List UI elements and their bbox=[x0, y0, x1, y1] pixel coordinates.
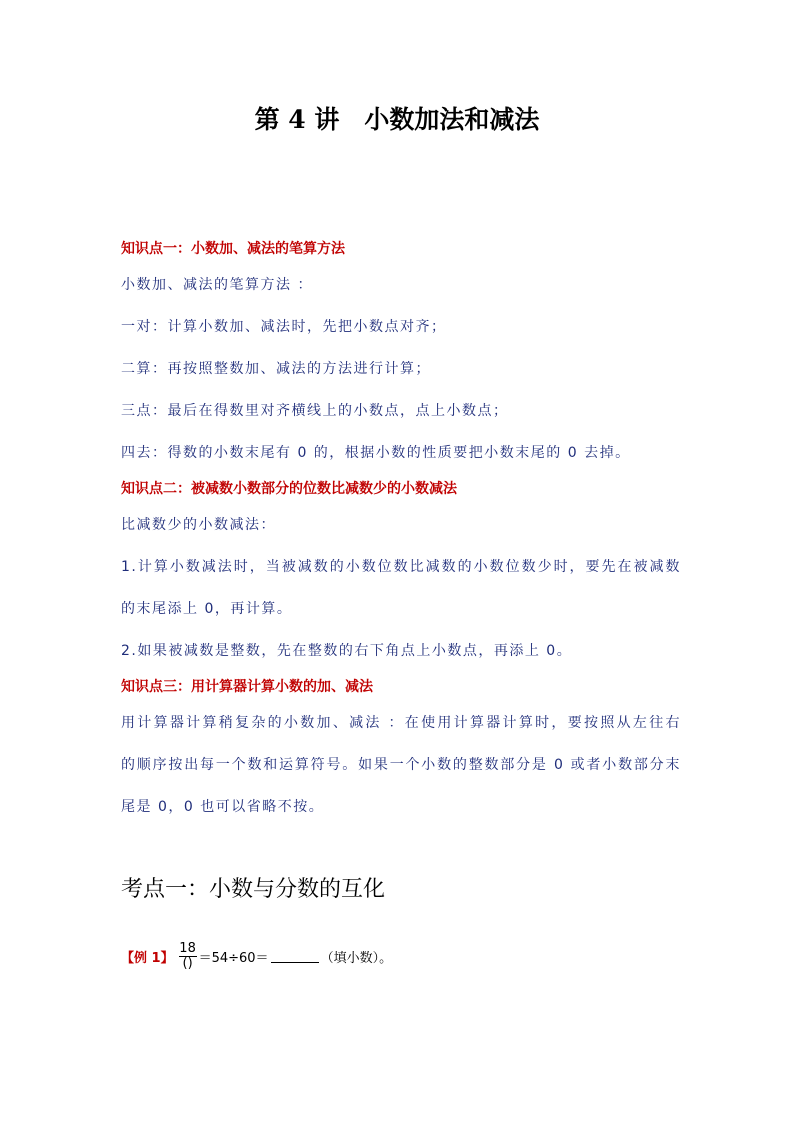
k1-line-2: 一对：计算小数加、减法时，先把小数点对齐； bbox=[121, 319, 447, 335]
fraction-numerator: 18 bbox=[179, 941, 196, 956]
k3-line-2: 的顺序按出每一个数和运算符号。如果一个小数的整数部分是 0 或者小数部分末 bbox=[121, 757, 681, 773]
knowledge-point-1-header: 知识点一：小数加、减法的笔算方法 bbox=[121, 241, 345, 257]
fraction bbox=[179, 942, 197, 971]
section-heading: 考点一：小数与分数的互化 bbox=[121, 877, 386, 902]
knowledge-point-3-header: 知识点三：用计算器计算小数的加、减法 bbox=[121, 679, 373, 695]
example-1 bbox=[121, 942, 392, 971]
example-label: 【例 1】 bbox=[121, 951, 174, 966]
fraction-denominator: () bbox=[182, 956, 193, 971]
answer-blank bbox=[271, 950, 319, 963]
knowledge-point-2-header: 知识点二：被减数小数部分的位数比减数少的小数减法 bbox=[121, 481, 457, 497]
k2-line-4: 2.如果被减数是整数，先在整数的右下角点上小数点，再添上 0。 bbox=[121, 643, 573, 659]
k3-line-3: 尾是 0，0 也可以省略不按。 bbox=[121, 799, 325, 815]
k3-line-1: 用计算器计算稍复杂的小数加、减法 ：在使用计算器计算时，要按照从左往右 bbox=[121, 715, 681, 731]
k1-line-5: 四去：得数的小数末尾有 0 的，根据小数的性质要把小数末尾的 0 去掉。 bbox=[121, 445, 631, 461]
example-expression: ＝54÷60＝ bbox=[198, 951, 269, 966]
k2-line-2: 1.计算小数减法时，当被减数的小数位数比减数的小数位数少时，要先在被减数 bbox=[121, 559, 681, 575]
example-hint: （填小数）。 bbox=[320, 951, 393, 966]
k1-line-1: 小数加、减法的笔算方法 ： bbox=[121, 277, 313, 293]
k1-line-3: 二算：再按照整数加、减法的方法进行计算； bbox=[121, 361, 431, 377]
k2-line-3: 的末尾添上 0，再计算。 bbox=[121, 601, 293, 617]
k1-line-4: 三点：最后在得数里对齐横线上的小数点，点上小数点； bbox=[121, 403, 509, 419]
k2-line-1: 比减数少的小数减法： bbox=[121, 517, 276, 533]
page-title: 第 4 讲 小数加法和减法 bbox=[254, 105, 540, 134]
